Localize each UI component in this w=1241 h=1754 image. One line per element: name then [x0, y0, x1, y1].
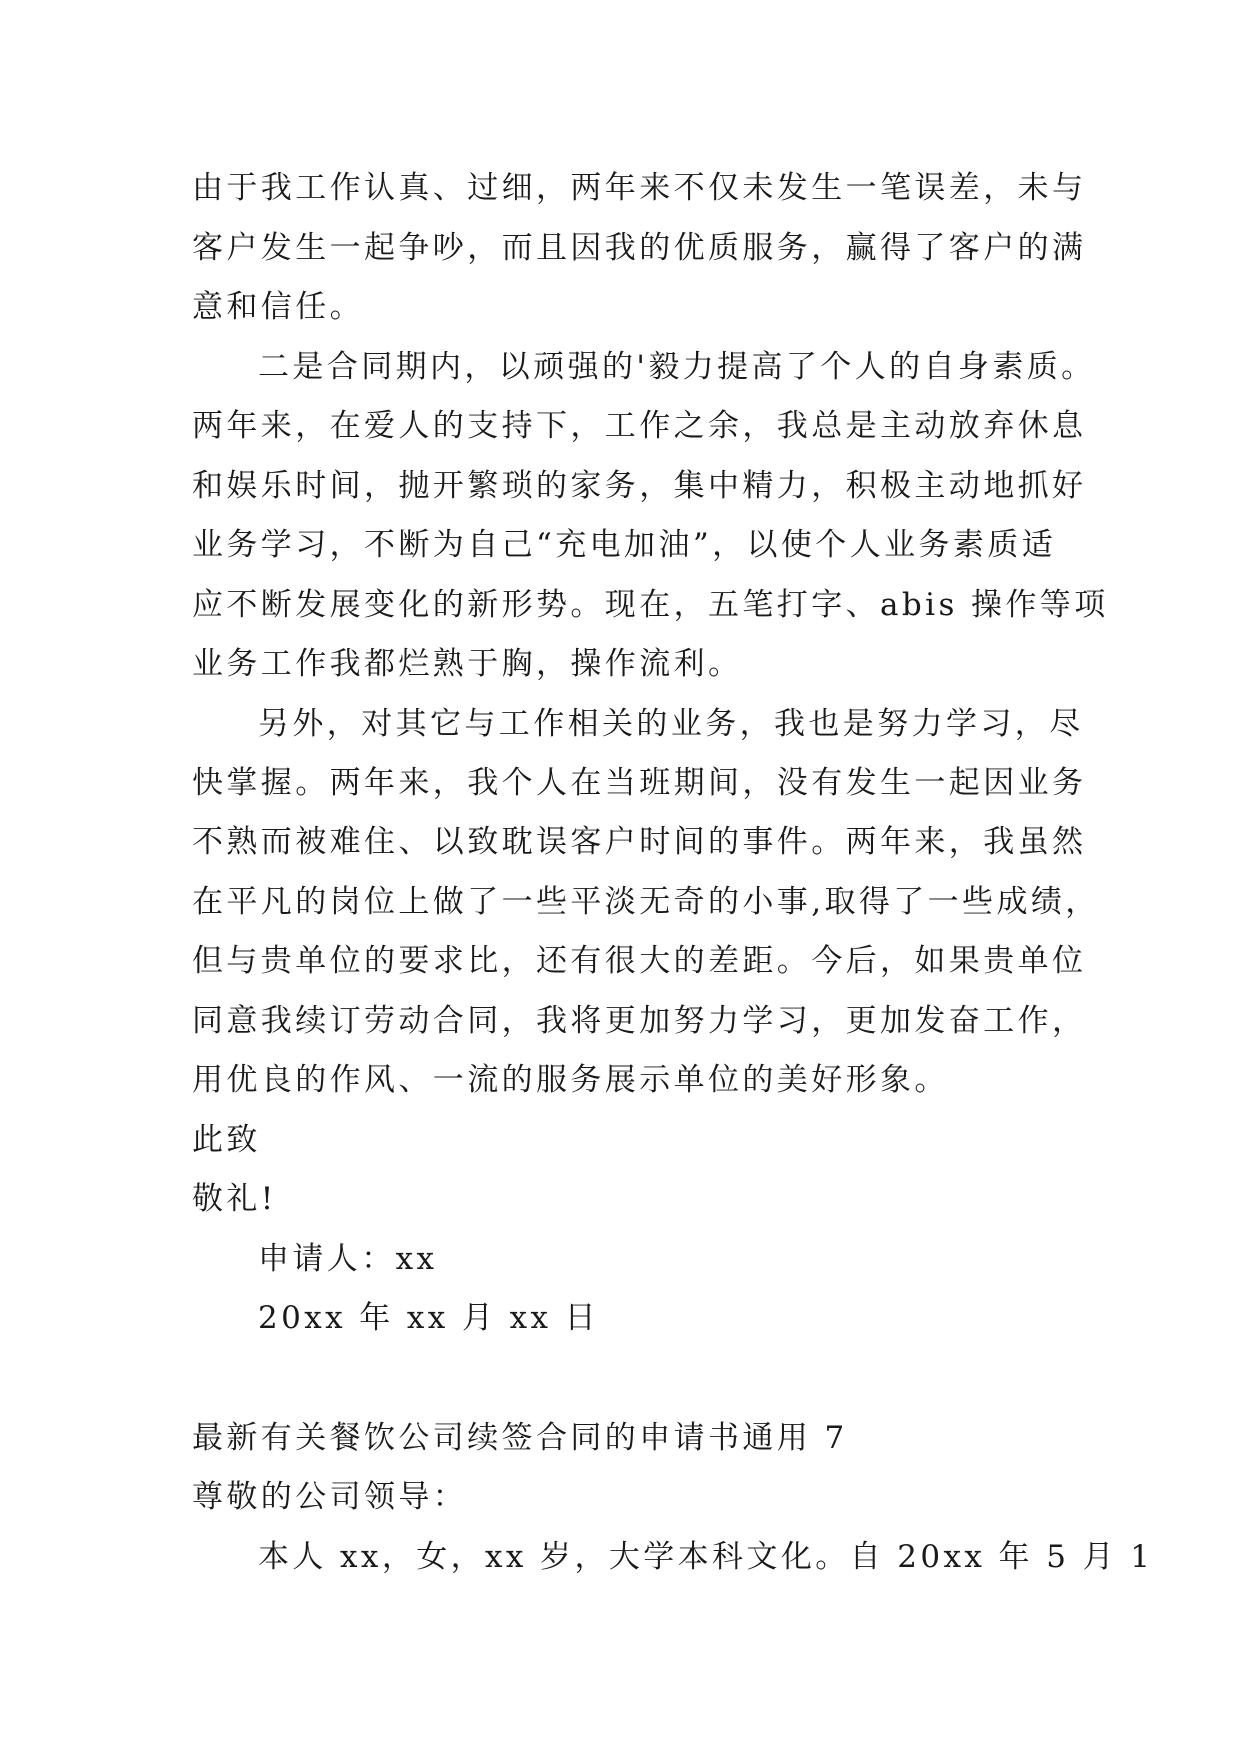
paragraph-2-line-4: 业务学习，不断为自己“充电加油”，以使个人业务素质适: [192, 527, 1057, 563]
body-line-2: 客户发生一起争吵，而且因我的优质服务，赢得了客户的满: [192, 230, 1087, 266]
closing-regards: 敬礼!: [192, 1181, 277, 1217]
closing-salutation: 此致: [192, 1122, 261, 1158]
application-date: 20xx 年 xx 月 xx 日: [258, 1300, 600, 1336]
paragraph-3-line-5: 但与贵单位的要求比，还有很大的差距。今后，如果贵单位: [192, 943, 1087, 979]
paragraph-3-line-3: 不熟而被难住、以致耽误客户时间的事件。两年来，我虽然: [192, 824, 1087, 860]
body-line-1: 由于我工作认真、过细，两年来不仅未发生一笔误差，未与: [192, 170, 1087, 206]
applicant-signature: 申请人：xx: [258, 1241, 438, 1277]
paragraph-2-line-6: 业务工作我都烂熟于胸，操作流利。: [192, 646, 743, 682]
paragraph-3-line-2: 快掌握。两年来，我个人在当班期间，没有发生一起因业务: [192, 765, 1087, 801]
paragraph-2-line-2: 两年来，在爱人的支持下，工作之余，我总是主动放弃休息: [192, 408, 1087, 444]
paragraph-3-line-6: 同意我续订劳动合同，我将更加努力学习，更加发奋工作，: [192, 1003, 1087, 1039]
paragraph-2-line-3: 和娱乐时间，抛开繁琐的家务，集中精力，积极主动地抓好: [192, 468, 1087, 504]
letter-body-line-1: 本人 xx，女，xx 岁，大学本科文化。自 20xx 年 5 月 1: [258, 1539, 1154, 1575]
paragraph-2-line-5: 应不断发展变化的新形势。现在，五笔打字、abis 操作等项: [192, 587, 1109, 623]
letter-greeting: 尊敬的公司领导：: [192, 1479, 468, 1515]
body-line-3: 意和信任。: [192, 289, 364, 325]
paragraph-3-line-1: 另外，对其它与工作相关的业务，我也是努力学习，尽: [258, 706, 1084, 742]
paragraph-3-line-7: 用优良的作风、一流的服务展示单位的美好形象。: [192, 1062, 949, 1098]
section-title: 最新有关餐饮公司续签合同的申请书通用 7: [192, 1420, 848, 1456]
paragraph-3-line-4: 在平凡的岗位上做了一些平淡无奇的小事,取得了一些成绩，: [192, 884, 1100, 920]
paragraph-2-line-1: 二是合同期内，以顽强的'毅力提高了个人的自身素质。: [258, 349, 1096, 385]
